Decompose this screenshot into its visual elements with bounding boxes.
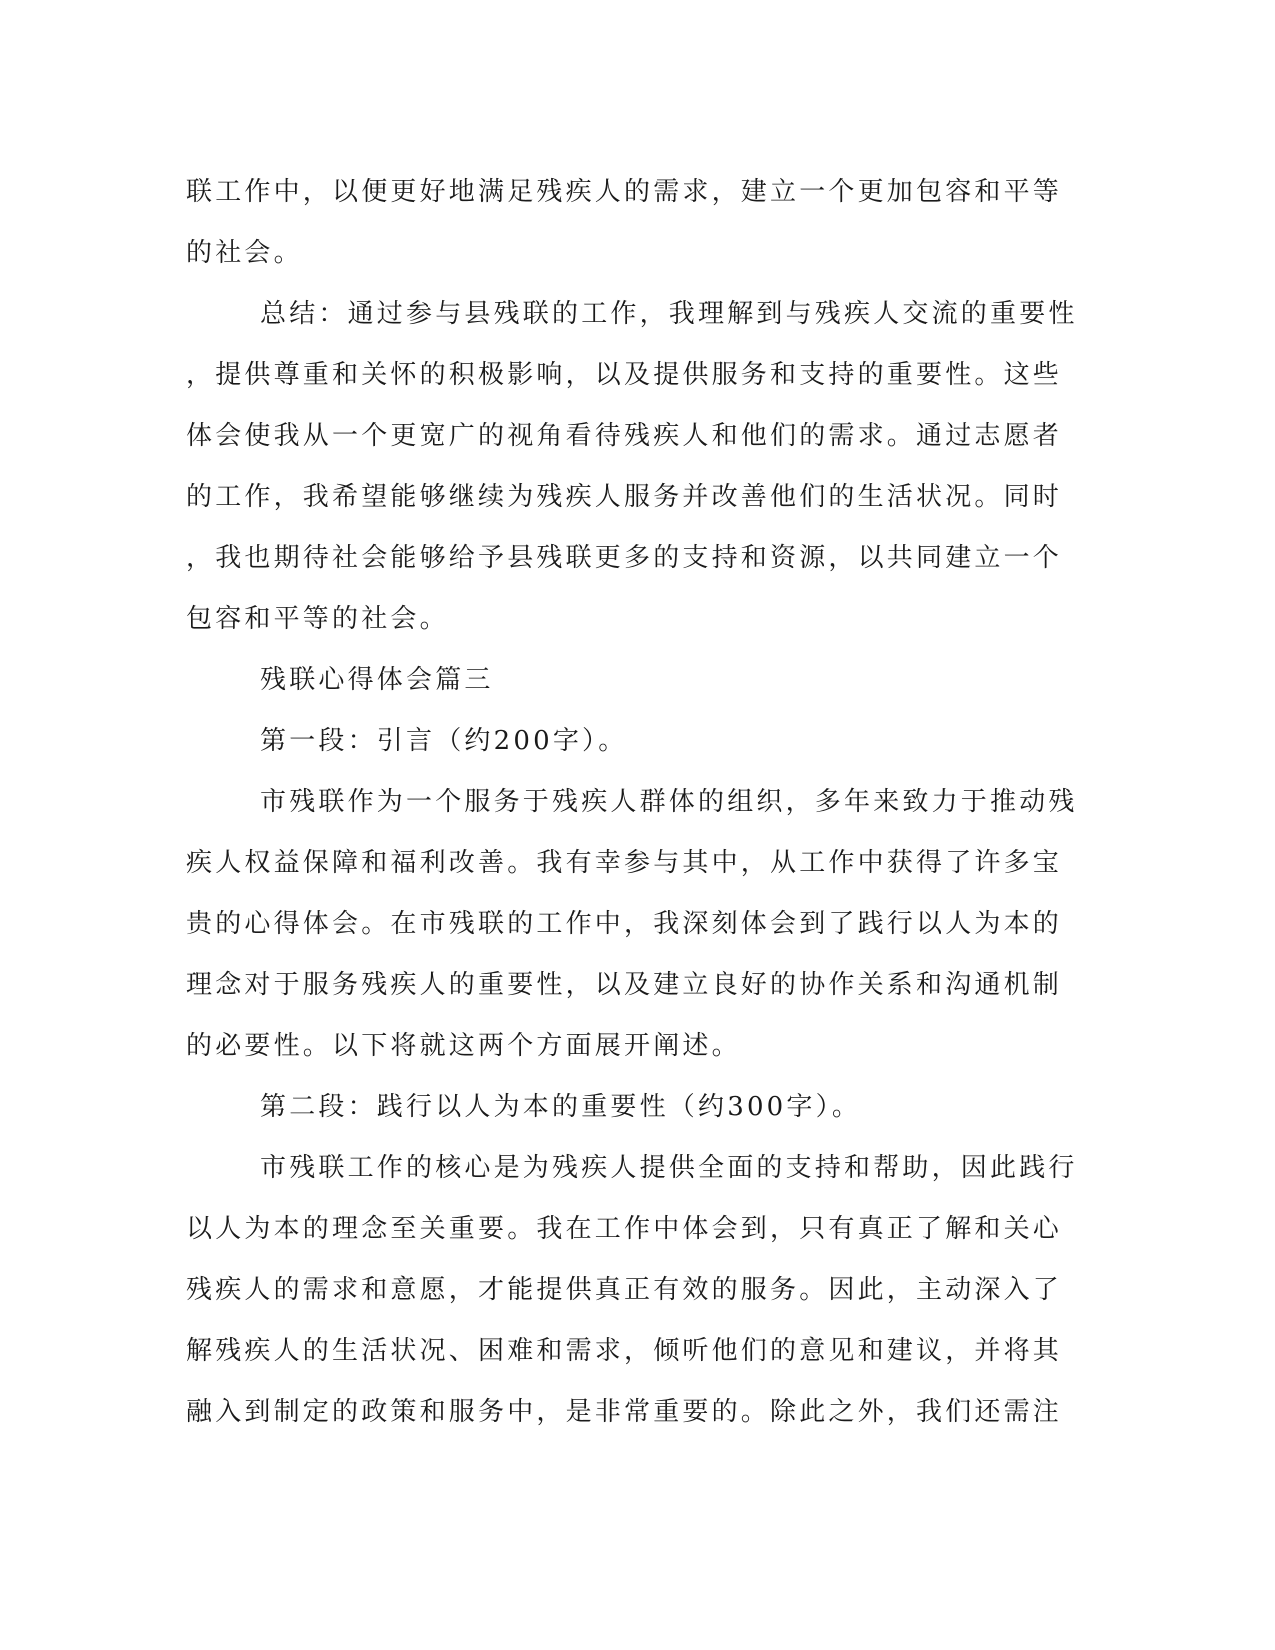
section-heading: 残联心得体会篇三 <box>260 665 494 695</box>
text-line: 的社会。 <box>186 238 303 268</box>
subsection-heading: 第二段：践行以人为本的重要性（约300字）。 <box>260 1092 862 1122</box>
text-line: 以人为本的理念至关重要。我在工作中体会到，只有真正了解和关心 <box>186 1214 1063 1244</box>
text-line: 市残联工作的核心是为残疾人提供全面的支持和帮助，因此践行 <box>260 1153 1078 1183</box>
text-line: 理念对于服务残疾人的重要性，以及建立良好的协作关系和沟通机制 <box>186 970 1063 1000</box>
text-line: 融入到制定的政策和服务中，是非常重要的。除此之外，我们还需注 <box>186 1397 1063 1427</box>
text-line: 的工作，我希望能够继续为残疾人服务并改善他们的生活状况。同时 <box>186 482 1063 512</box>
subsection-heading: 第一段：引言（约200字）。 <box>260 726 628 756</box>
text-line: ，我也期待社会能够给予县残联更多的支持和资源，以共同建立一个 <box>186 543 1063 573</box>
document-body <box>186 162 1078 1443</box>
text-line: 解残疾人的生活状况、困难和需求，倾听他们的意见和建议，并将其 <box>186 1336 1063 1366</box>
text-line: 包容和平等的社会。 <box>186 604 449 634</box>
text-line: 总结：通过参与县残联的工作，我理解到与残疾人交流的重要性 <box>260 299 1078 329</box>
text-line: 疾人权益保障和福利改善。我有幸参与其中，从工作中获得了许多宝 <box>186 848 1063 878</box>
text-line: 的必要性。以下将就这两个方面展开阐述。 <box>186 1031 741 1061</box>
text-line: 联工作中，以便更好地满足残疾人的需求，建立一个更加包容和平等 <box>186 177 1063 207</box>
text-line: 体会使我从一个更宽广的视角看待残疾人和他们的需求。通过志愿者 <box>186 421 1063 451</box>
text-line: ，提供尊重和关怀的积极影响，以及提供服务和支持的重要性。这些 <box>186 360 1063 390</box>
text-line: 残疾人的需求和意愿，才能提供真正有效的服务。因此，主动深入了 <box>186 1275 1063 1305</box>
text-line: 市残联作为一个服务于残疾人群体的组织，多年来致力于推动残 <box>260 787 1078 817</box>
text-line: 贵的心得体会。在市残联的工作中，我深刻体会到了践行以人为本的 <box>186 909 1063 939</box>
